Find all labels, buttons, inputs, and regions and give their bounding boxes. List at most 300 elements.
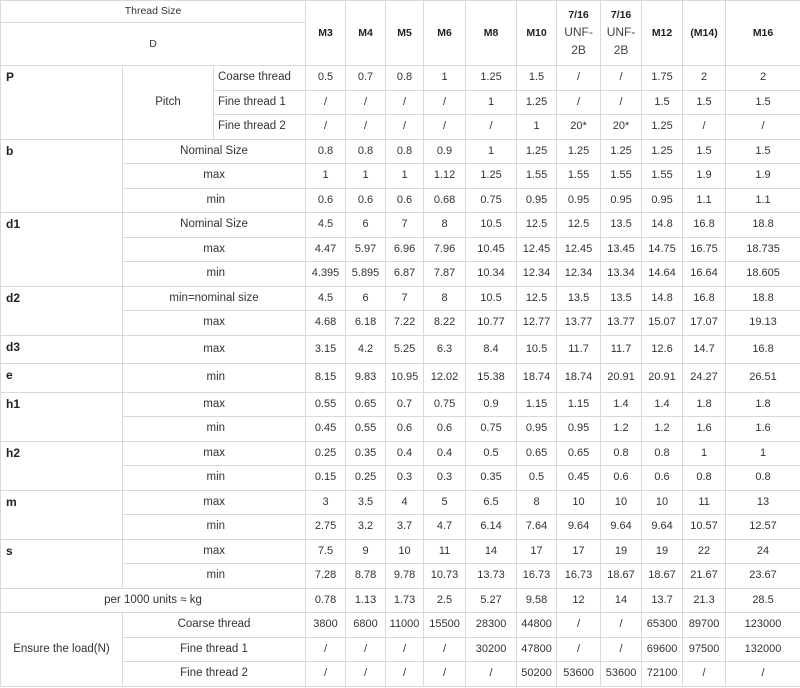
table-cell: / — [601, 66, 642, 91]
table-row — [1, 441, 800, 466]
table-row — [1, 539, 800, 564]
table-cell: 18.67 — [642, 564, 683, 589]
table-cell: 11.7 — [601, 335, 642, 364]
table-cell: / — [557, 613, 601, 638]
table-cell: 2 — [726, 66, 800, 91]
size-header: M8 — [466, 1, 517, 66]
table-cell: 12.02 — [424, 364, 466, 393]
table-cell: 0.3 — [424, 466, 466, 491]
table-cell: 1.9 — [726, 164, 800, 189]
table-cell: 1.5 — [642, 90, 683, 115]
table-row — [1, 286, 800, 311]
table-cell: 2.75 — [306, 515, 346, 540]
table-cell: 1 — [346, 164, 386, 189]
row-label: min — [123, 364, 306, 393]
table-cell: 1 — [424, 66, 466, 91]
table-cell: 6 — [346, 286, 386, 311]
table-cell: 1.4 — [601, 392, 642, 417]
table-cell: 0.7 — [386, 392, 424, 417]
table-cell: 17 — [517, 539, 557, 564]
table-cell: 9.64 — [642, 515, 683, 540]
table-cell: 4.68 — [306, 311, 346, 336]
table-cell: 10.34 — [466, 262, 517, 287]
table-cell: 28300 — [466, 613, 517, 638]
row-label: max — [123, 311, 306, 336]
table-cell: 0.55 — [306, 392, 346, 417]
table-cell: / — [466, 115, 517, 140]
table-cell: 13.45 — [601, 237, 642, 262]
table-cell: 1 — [517, 115, 557, 140]
row-label: Fine thread 1 — [214, 90, 306, 115]
table-cell: / — [557, 90, 601, 115]
size-header-bottom: UNF-2B — [564, 24, 593, 57]
table-cell: 19 — [601, 539, 642, 564]
table-cell: 1.75 — [642, 66, 683, 91]
table-cell: 0.75 — [466, 417, 517, 442]
table-cell: 3.5 — [346, 490, 386, 515]
table-cell: 13.5 — [557, 286, 601, 311]
table-cell: / — [386, 115, 424, 140]
table-cell: 1.5 — [683, 90, 726, 115]
table-cell: 6.96 — [386, 237, 424, 262]
table-cell: 97500 — [683, 637, 726, 662]
row-label: max — [123, 392, 306, 417]
table-cell: 7 — [386, 213, 424, 238]
table-cell: 1 — [466, 139, 517, 164]
table-cell: 1.2 — [642, 417, 683, 442]
table-cell: 17 — [557, 539, 601, 564]
size-header-bottom: UNF-2B — [606, 24, 636, 57]
table-cell: 16.8 — [683, 213, 726, 238]
row-label: Fine thread 2 — [123, 662, 306, 687]
table-cell: 1.25 — [466, 164, 517, 189]
table-cell: 13 — [726, 490, 800, 515]
table-cell: 15.38 — [466, 364, 517, 393]
table-cell: 0.6 — [346, 188, 386, 213]
table-cell: 12.77 — [517, 311, 557, 336]
table-cell: 14.8 — [642, 286, 683, 311]
table-cell: 0.8 — [386, 66, 424, 91]
table-cell: / — [386, 90, 424, 115]
table-cell: 0.68 — [424, 188, 466, 213]
table-cell: 11.7 — [557, 335, 601, 364]
table-cell: 65300 — [642, 613, 683, 638]
table-cell: 0.95 — [601, 188, 642, 213]
table-cell: 1.25 — [557, 139, 601, 164]
table-cell: 44800 — [517, 613, 557, 638]
table-cell: 69600 — [642, 637, 683, 662]
table-cell: 1.55 — [557, 164, 601, 189]
row-label: max — [123, 164, 306, 189]
table-cell: / — [683, 115, 726, 140]
row-label: max — [123, 490, 306, 515]
param-label: m — [1, 490, 123, 539]
table-cell: 4.395 — [306, 262, 346, 287]
table-cell: 16.8 — [683, 286, 726, 311]
header-row — [1, 1, 800, 23]
table-cell: 10.95 — [386, 364, 424, 393]
table-cell: 10.5 — [466, 286, 517, 311]
param-label: s — [1, 539, 123, 588]
table-cell: 12.45 — [557, 237, 601, 262]
row-label: min — [123, 417, 306, 442]
row-label: max — [123, 441, 306, 466]
table-cell: / — [726, 115, 800, 140]
table-cell: 10.57 — [683, 515, 726, 540]
table-cell: 13.77 — [601, 311, 642, 336]
table-cell: 10 — [642, 490, 683, 515]
table-cell: / — [424, 662, 466, 687]
table-cell: 12.45 — [517, 237, 557, 262]
table-cell: 20* — [557, 115, 601, 140]
size-header-top: 7/16 — [568, 8, 589, 21]
table-cell: 0.25 — [346, 466, 386, 491]
table-cell: 1.8 — [726, 392, 800, 417]
table-cell: 0.65 — [557, 441, 601, 466]
table-cell: 1.6 — [726, 417, 800, 442]
table-cell: 11000 — [386, 613, 424, 638]
table-cell: 10 — [601, 490, 642, 515]
table-cell: 47800 — [517, 637, 557, 662]
table-cell: 10.45 — [466, 237, 517, 262]
table-cell: 6800 — [346, 613, 386, 638]
table-cell: 6.5 — [466, 490, 517, 515]
table-cell: 12.57 — [726, 515, 800, 540]
table-cell: 0.8 — [306, 139, 346, 164]
table-cell: 24.27 — [683, 364, 726, 393]
param-label: e — [1, 364, 123, 393]
row-label: Fine thread 1 — [123, 637, 306, 662]
row-label: min — [123, 564, 306, 589]
table-cell: 18.8 — [726, 213, 800, 238]
table-cell: 0.3 — [386, 466, 424, 491]
table-cell: / — [346, 115, 386, 140]
row-label: Nominal Size — [123, 139, 306, 164]
table-cell: / — [424, 115, 466, 140]
table-cell: 17.07 — [683, 311, 726, 336]
table-cell: / — [557, 637, 601, 662]
table-cell: 19.13 — [726, 311, 800, 336]
table-cell: 18.74 — [557, 364, 601, 393]
table-row — [1, 364, 800, 393]
table-cell: 7.5 — [306, 539, 346, 564]
table-cell: 1.25 — [466, 66, 517, 91]
table-cell: 0.55 — [346, 417, 386, 442]
table-cell: 0.5 — [466, 441, 517, 466]
table-cell: / — [306, 637, 346, 662]
table-row — [1, 213, 800, 238]
table-cell: 8.78 — [346, 564, 386, 589]
table-cell: 0.25 — [306, 441, 346, 466]
table-cell: 10.73 — [424, 564, 466, 589]
table-cell: 0.95 — [557, 188, 601, 213]
table-cell: / — [466, 662, 517, 687]
table-cell: 9.83 — [346, 364, 386, 393]
table-cell: 13.5 — [601, 213, 642, 238]
table-cell: 9.64 — [557, 515, 601, 540]
table-cell: 7.96 — [424, 237, 466, 262]
row-label: min — [123, 188, 306, 213]
table-cell: 8 — [517, 490, 557, 515]
table-cell: 0.4 — [386, 441, 424, 466]
table-cell: 14.64 — [642, 262, 683, 287]
table-cell: 0.8 — [386, 139, 424, 164]
size-header: M12 — [642, 1, 683, 66]
table-row — [1, 139, 800, 164]
table-cell: 1.5 — [683, 139, 726, 164]
table-cell: 1.2 — [601, 417, 642, 442]
thread-size-label: Thread Size — [1, 1, 306, 23]
table-cell: 1.4 — [642, 392, 683, 417]
table-cell: 14 — [466, 539, 517, 564]
table-cell: 5.25 — [386, 335, 424, 364]
param-label: h2 — [1, 441, 123, 490]
table-cell: 0.5 — [517, 466, 557, 491]
param-label: b — [1, 139, 123, 213]
table-cell: 0.95 — [642, 188, 683, 213]
table-cell: 7.28 — [306, 564, 346, 589]
table-cell: 6 — [346, 213, 386, 238]
table-cell: 20.91 — [601, 364, 642, 393]
table-cell: 53600 — [601, 662, 642, 687]
pitch-group-label: Pitch — [123, 66, 214, 140]
table-cell: / — [601, 90, 642, 115]
size-header-top: 7/16 — [610, 8, 632, 21]
table-cell: 1.25 — [601, 139, 642, 164]
table-cell: 20* — [601, 115, 642, 140]
size-header — [601, 1, 642, 66]
size-header: M16 — [726, 1, 800, 66]
table-cell: 0.45 — [306, 417, 346, 442]
table-cell: 0.45 — [557, 466, 601, 491]
table-cell: 4.2 — [346, 335, 386, 364]
table-cell: 10.5 — [466, 213, 517, 238]
table-cell: 1.25 — [642, 115, 683, 140]
row-label: max — [123, 335, 306, 364]
table-cell: / — [346, 637, 386, 662]
table-cell: 9 — [346, 539, 386, 564]
size-header: M3 — [306, 1, 346, 66]
table-cell: 5.97 — [346, 237, 386, 262]
table-cell: 13.73 — [466, 564, 517, 589]
table-cell: 2.5 — [424, 588, 466, 613]
table-cell: 1.1 — [683, 188, 726, 213]
table-cell: 9.64 — [601, 515, 642, 540]
table-cell: 8 — [424, 213, 466, 238]
table-cell: 6.18 — [346, 311, 386, 336]
table-cell: 50200 — [517, 662, 557, 687]
table-cell: 0.75 — [424, 392, 466, 417]
table-cell: 1.25 — [517, 139, 557, 164]
row-label: max — [123, 237, 306, 262]
table-cell: 5 — [424, 490, 466, 515]
table-cell: 12.5 — [517, 286, 557, 311]
table-cell: 18.74 — [517, 364, 557, 393]
table-cell: 21.3 — [683, 588, 726, 613]
table-cell: 1.8 — [683, 392, 726, 417]
table-cell: 12.34 — [517, 262, 557, 287]
table-cell: 0.95 — [517, 188, 557, 213]
table-cell: / — [424, 90, 466, 115]
table-cell: 14.8 — [642, 213, 683, 238]
size-header: (M14) — [683, 1, 726, 66]
table-cell: 10 — [557, 490, 601, 515]
table-cell: 1.15 — [557, 392, 601, 417]
table-cell: 7.64 — [517, 515, 557, 540]
weight-row — [1, 588, 800, 613]
table-cell: 24 — [726, 539, 800, 564]
table-cell: 0.78 — [306, 588, 346, 613]
table-cell: 72100 — [642, 662, 683, 687]
table-cell: 1.1 — [726, 188, 800, 213]
table-cell: / — [557, 66, 601, 91]
row-label: max — [123, 539, 306, 564]
table-cell: 28.5 — [726, 588, 800, 613]
row-label: Nominal Size — [123, 213, 306, 238]
table-cell: 0.6 — [386, 188, 424, 213]
table-cell: 12 — [557, 588, 601, 613]
table-row — [1, 392, 800, 417]
row-label: Coarse thread — [214, 66, 306, 91]
size-header — [557, 1, 601, 66]
table-cell: 1.9 — [683, 164, 726, 189]
table-row — [1, 335, 800, 364]
table-row — [1, 66, 800, 91]
table-cell: 12.34 — [557, 262, 601, 287]
table-cell: / — [683, 662, 726, 687]
table-cell: 1.25 — [517, 90, 557, 115]
table-cell: 7.87 — [424, 262, 466, 287]
table-cell: 18.735 — [726, 237, 800, 262]
size-header: M10 — [517, 1, 557, 66]
load-row — [1, 613, 800, 638]
table-cell: 7 — [386, 286, 424, 311]
table-cell: 2 — [683, 66, 726, 91]
table-cell: 9.78 — [386, 564, 424, 589]
table-cell: 6.14 — [466, 515, 517, 540]
table-cell: 3.7 — [386, 515, 424, 540]
load-label: Ensure the load(N) — [1, 613, 123, 687]
row-label: min — [123, 515, 306, 540]
table-cell: / — [726, 662, 800, 687]
size-header: M4 — [346, 1, 386, 66]
table-cell: 11 — [683, 490, 726, 515]
table-cell: 13.5 — [601, 286, 642, 311]
row-label: min — [123, 466, 306, 491]
table-cell: 1.15 — [517, 392, 557, 417]
row-label: min=nominal size — [123, 286, 306, 311]
table-cell: 6.87 — [386, 262, 424, 287]
table-cell: 0.9 — [424, 139, 466, 164]
table-cell: 1.5 — [517, 66, 557, 91]
table-cell: 18.605 — [726, 262, 800, 287]
table-cell: 0.35 — [346, 441, 386, 466]
table-row — [1, 490, 800, 515]
table-cell: 3.15 — [306, 335, 346, 364]
table-cell: 8.4 — [466, 335, 517, 364]
table-cell: 1 — [466, 90, 517, 115]
row-label: min — [123, 262, 306, 287]
table-cell: 4.5 — [306, 213, 346, 238]
table-cell: 15500 — [424, 613, 466, 638]
table-cell: 4 — [386, 490, 424, 515]
table-cell: 1.55 — [517, 164, 557, 189]
table-cell: 1.55 — [601, 164, 642, 189]
table-cell: 0.6 — [424, 417, 466, 442]
table-cell: 22 — [683, 539, 726, 564]
table-cell: 10 — [386, 539, 424, 564]
table-cell: 0.35 — [466, 466, 517, 491]
param-label: d1 — [1, 213, 123, 287]
weight-label: per 1000 units ≈ kg — [1, 588, 306, 613]
table-cell: 9.58 — [517, 588, 557, 613]
table-cell: 0.8 — [642, 441, 683, 466]
table-cell: 53600 — [557, 662, 601, 687]
table-cell: 12.5 — [517, 213, 557, 238]
table-cell: 0.7 — [346, 66, 386, 91]
table-cell: 30200 — [466, 637, 517, 662]
table-cell: 8 — [424, 286, 466, 311]
table-cell: 0.6 — [306, 188, 346, 213]
table-cell: 0.75 — [466, 188, 517, 213]
table-cell: 0.95 — [557, 417, 601, 442]
table-cell: 1.6 — [683, 417, 726, 442]
table-cell: 4.47 — [306, 237, 346, 262]
table-cell: 8.15 — [306, 364, 346, 393]
param-label: h1 — [1, 392, 123, 441]
table-cell: 0.8 — [726, 466, 800, 491]
table-cell: 5.895 — [346, 262, 386, 287]
table-cell: 1 — [306, 164, 346, 189]
table-cell: 13.34 — [601, 262, 642, 287]
table-cell: / — [424, 637, 466, 662]
table-cell: 23.67 — [726, 564, 800, 589]
table-cell: / — [306, 115, 346, 140]
table-cell: 1.12 — [424, 164, 466, 189]
table-cell: 7.22 — [386, 311, 424, 336]
table-cell: / — [306, 662, 346, 687]
table-cell: 18.8 — [726, 286, 800, 311]
table-cell: 0.4 — [424, 441, 466, 466]
table-cell: 10.5 — [517, 335, 557, 364]
table-cell: 16.75 — [683, 237, 726, 262]
d-label: D — [1, 23, 306, 66]
table-cell: 14 — [601, 588, 642, 613]
table-cell: / — [386, 662, 424, 687]
table-cell: 1.5 — [726, 90, 800, 115]
table-cell: 16.73 — [557, 564, 601, 589]
param-label: P — [1, 66, 123, 140]
table-cell: 12.6 — [642, 335, 683, 364]
table-body — [1, 1, 800, 687]
table-cell: 1.73 — [386, 588, 424, 613]
table-cell: 14.7 — [683, 335, 726, 364]
table-cell: 12.5 — [557, 213, 601, 238]
table-cell: 0.65 — [346, 392, 386, 417]
table-cell: 3 — [306, 490, 346, 515]
table-cell: 123000 — [726, 613, 800, 638]
table-cell: 0.65 — [517, 441, 557, 466]
table-cell: 10.77 — [466, 311, 517, 336]
table-cell: 6.3 — [424, 335, 466, 364]
table-cell: 0.6 — [642, 466, 683, 491]
table-cell: 1.25 — [642, 139, 683, 164]
table-cell: 16.8 — [726, 335, 800, 364]
table-cell: 0.15 — [306, 466, 346, 491]
table-cell: 3800 — [306, 613, 346, 638]
table-cell: 1.5 — [726, 139, 800, 164]
table-cell: 21.67 — [683, 564, 726, 589]
